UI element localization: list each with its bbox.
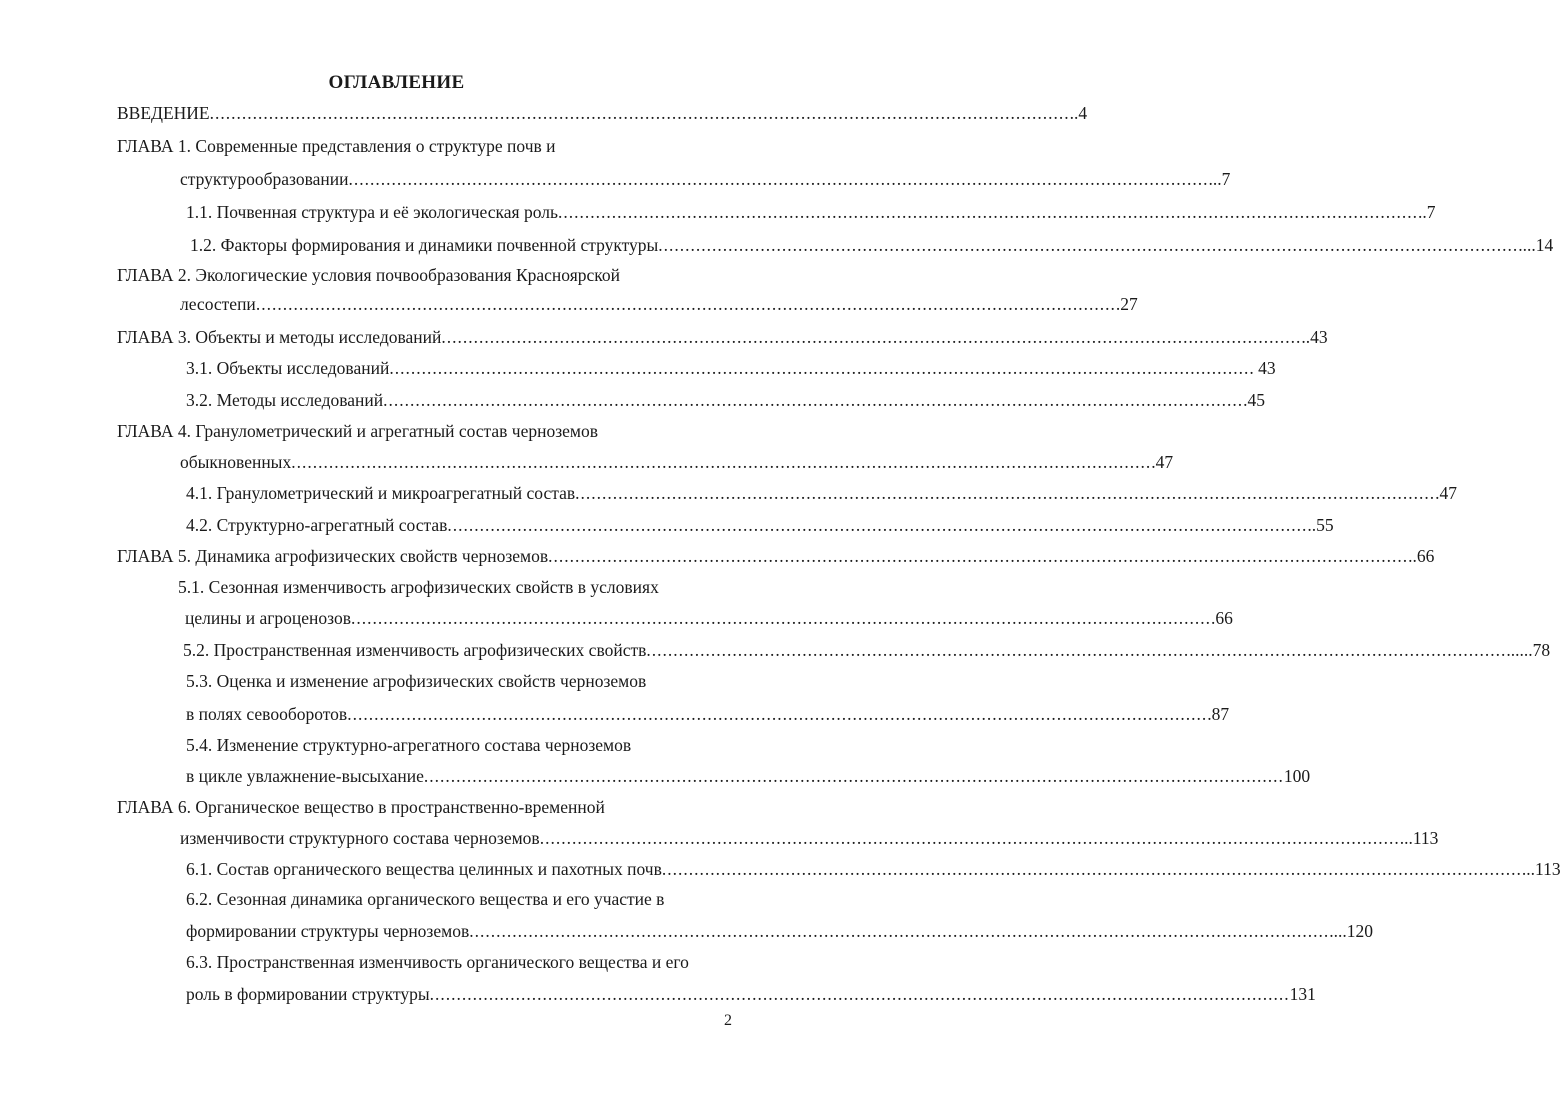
toc-entry-title: 1.2. Факторы формирования и динамики почвенной структуры — [190, 235, 659, 255]
dot-leader: ................................................................................................................................................................ — [351, 608, 1211, 628]
toc-entry — [117, 545, 1435, 567]
toc-entry — [186, 858, 1561, 880]
toc-entry-title: 6.3. Пространственная изменчивость органического вещества и его — [186, 952, 689, 972]
dot-leader: ................................................................................................................................................................ — [447, 515, 1308, 535]
dot-leader: ................................................................................................................................................................ — [291, 452, 1152, 472]
toc-entry-title: ГЛАВА 4. Гранулометрический и агрегатный состав черноземов — [117, 421, 599, 441]
toc-entry-page: .87 — [1207, 704, 1230, 724]
toc-entry-page: .47 — [1151, 452, 1174, 472]
toc-entry — [117, 102, 1088, 124]
toc-entry-page: ..43 — [1301, 327, 1328, 347]
toc-entry — [186, 951, 689, 973]
toc-entry — [186, 201, 1436, 223]
dot-leader: ................................................................................................................................................................ — [209, 103, 1070, 123]
toc-entry-title: 1.1. Почвенная структура и её экологическая роль — [186, 202, 558, 222]
dot-leader: ................................................................................................................................................................ — [441, 327, 1302, 347]
toc-entry-page: .27 — [1115, 294, 1138, 314]
toc-entry-title: ГЛАВА 5. Динамика агрофизических свойств черноземов — [117, 546, 549, 566]
toc-entry — [117, 420, 598, 442]
dot-leader: ................................................................................................................................................................ — [389, 358, 1250, 378]
dot-leader: ................................................................................................................................................................ — [658, 235, 1519, 255]
toc-entry-title: изменчивости структурного состава черноземов — [180, 828, 540, 848]
dot-leader: ................................................................................................................................................................ — [548, 546, 1409, 566]
toc-entry-title: 4.1. Гранулометрический и микроагрегатный состав — [186, 483, 576, 503]
toc-entry — [186, 514, 1334, 536]
toc-entry — [117, 135, 556, 157]
dot-leader: ................................................................................................................................................................ — [539, 828, 1400, 848]
toc-entry — [186, 357, 1276, 379]
toc-entry-title: в полях севооборотов — [186, 704, 348, 724]
dot-leader: ................................................................................................................................................................ — [646, 640, 1507, 660]
toc-entry — [183, 639, 1551, 661]
toc-entry-title: в цикле увлажнение-высыхание — [186, 766, 424, 786]
toc-entry-title: 5.2. Пространственная изменчивость агрофизических свойств — [183, 640, 647, 660]
toc-entry-page: ...113 — [1399, 828, 1439, 848]
toc-entry-page: ..7 — [1417, 202, 1436, 222]
toc-entry — [117, 264, 620, 286]
toc-entry — [180, 293, 1138, 315]
toc-entry-page: ...7 — [1208, 169, 1231, 189]
toc-entry-title: 3.2. Методы исследований — [186, 390, 384, 410]
toc-entry-page: .45 — [1243, 390, 1266, 410]
dot-leader: ................................................................................................................................................................ — [383, 390, 1244, 410]
dot-leader: ................................................................................................................................................................ — [661, 859, 1522, 879]
page-number: 2 — [724, 1012, 732, 1029]
dot-leader: ................................................................................................................................................................ — [347, 704, 1208, 724]
toc-entry — [186, 389, 1266, 411]
toc-entry-title: ГЛАВА 2. Экологические условия почвообразования Красноярской — [117, 265, 621, 285]
toc-entry-title: целины и агроценозов — [185, 608, 351, 628]
toc-entry-page: .66 — [1211, 608, 1233, 628]
toc-entry-page: ..4 — [1069, 103, 1088, 123]
toc-entry — [186, 920, 1373, 942]
toc-entry — [180, 451, 1174, 473]
dot-leader: ................................................................................................................................................................ — [575, 483, 1436, 503]
toc-entry — [180, 168, 1231, 190]
toc-entry-page: ..55 — [1307, 515, 1334, 535]
toc-entry-title: 6.1. Состав органического вещества целинных и пахотных почв — [186, 859, 662, 879]
toc-entry-title: 5.4. Изменение структурно-агрегатного состава черноземов — [186, 735, 632, 755]
toc-entry — [186, 888, 664, 910]
toc-entry-title: ГЛАВА 6. Органическое вещество в пространственно-временной — [117, 797, 605, 817]
toc-entry — [186, 670, 646, 692]
toc-entry — [185, 607, 1233, 629]
toc-entry — [186, 703, 1230, 725]
toc-entry — [186, 983, 1316, 1005]
toc-entry-title: 5.3. Оценка и изменение агрофизических свойств черноземов — [186, 671, 647, 691]
toc-entry — [186, 482, 1457, 504]
toc-entry-title: 6.2. Сезонная динамика органического вещества и его участие в — [186, 889, 665, 909]
dot-leader: ................................................................................................................................................................ — [557, 202, 1418, 222]
toc-entry-page: ...113 — [1521, 859, 1561, 879]
toc-entry-title: 4.2. Структурно-агрегатный состав — [186, 515, 448, 535]
toc-entry-page: . 43 — [1249, 358, 1276, 378]
toc-entry-page: ......78 — [1506, 640, 1551, 660]
toc-entry — [186, 765, 1311, 787]
page-title: ОГЛАВЛЕНИЕ — [328, 72, 465, 93]
toc-entry-title: ГЛАВА 1. Современные представления о структуре почв и — [117, 136, 556, 156]
toc-entry-title: обыкновенных — [180, 452, 292, 472]
toc-entry-page: .47 — [1435, 483, 1457, 503]
toc-entry-title: ГЛАВА 3. Объекты и методы исследований — [117, 327, 442, 347]
toc-entry-title: 3.1. Объекты исследований — [186, 358, 390, 378]
toc-entry-title: формировании структуры черноземов — [186, 921, 470, 941]
toc-entry — [117, 326, 1328, 348]
toc-entry-page: 100 — [1283, 766, 1311, 786]
toc-entry — [190, 234, 1554, 256]
toc-entry-page: ....120 — [1329, 921, 1373, 941]
dot-leader: ................................................................................................................................................................ — [423, 766, 1284, 786]
toc-entry-page: ..66 — [1408, 546, 1435, 566]
toc-entry-title: ВВЕДЕНИЕ — [117, 103, 210, 123]
dot-leader: ................................................................................................................................................................ — [348, 169, 1209, 189]
toc-entry-title: роль в формировании структуры — [186, 984, 430, 1004]
toc-entry-page: 131 — [1289, 984, 1316, 1004]
dot-leader: ................................................................................................................................................................ — [469, 921, 1330, 941]
toc-entry — [180, 827, 1439, 849]
toc-entry-title: 5.1. Сезонная изменчивость агрофизических свойств в условиях — [178, 577, 659, 597]
dot-leader: ................................................................................................................................................................ — [429, 984, 1290, 1004]
dot-leader: ................................................................................................................................................................ — [255, 294, 1116, 314]
toc-entry-title: структурообразовании — [180, 169, 349, 189]
toc-entry — [178, 576, 659, 598]
toc-entry — [186, 734, 631, 756]
toc-entry — [117, 796, 605, 818]
toc-entry-page: ....14 — [1518, 235, 1554, 255]
toc-entry-title: лесостепи — [180, 294, 256, 314]
